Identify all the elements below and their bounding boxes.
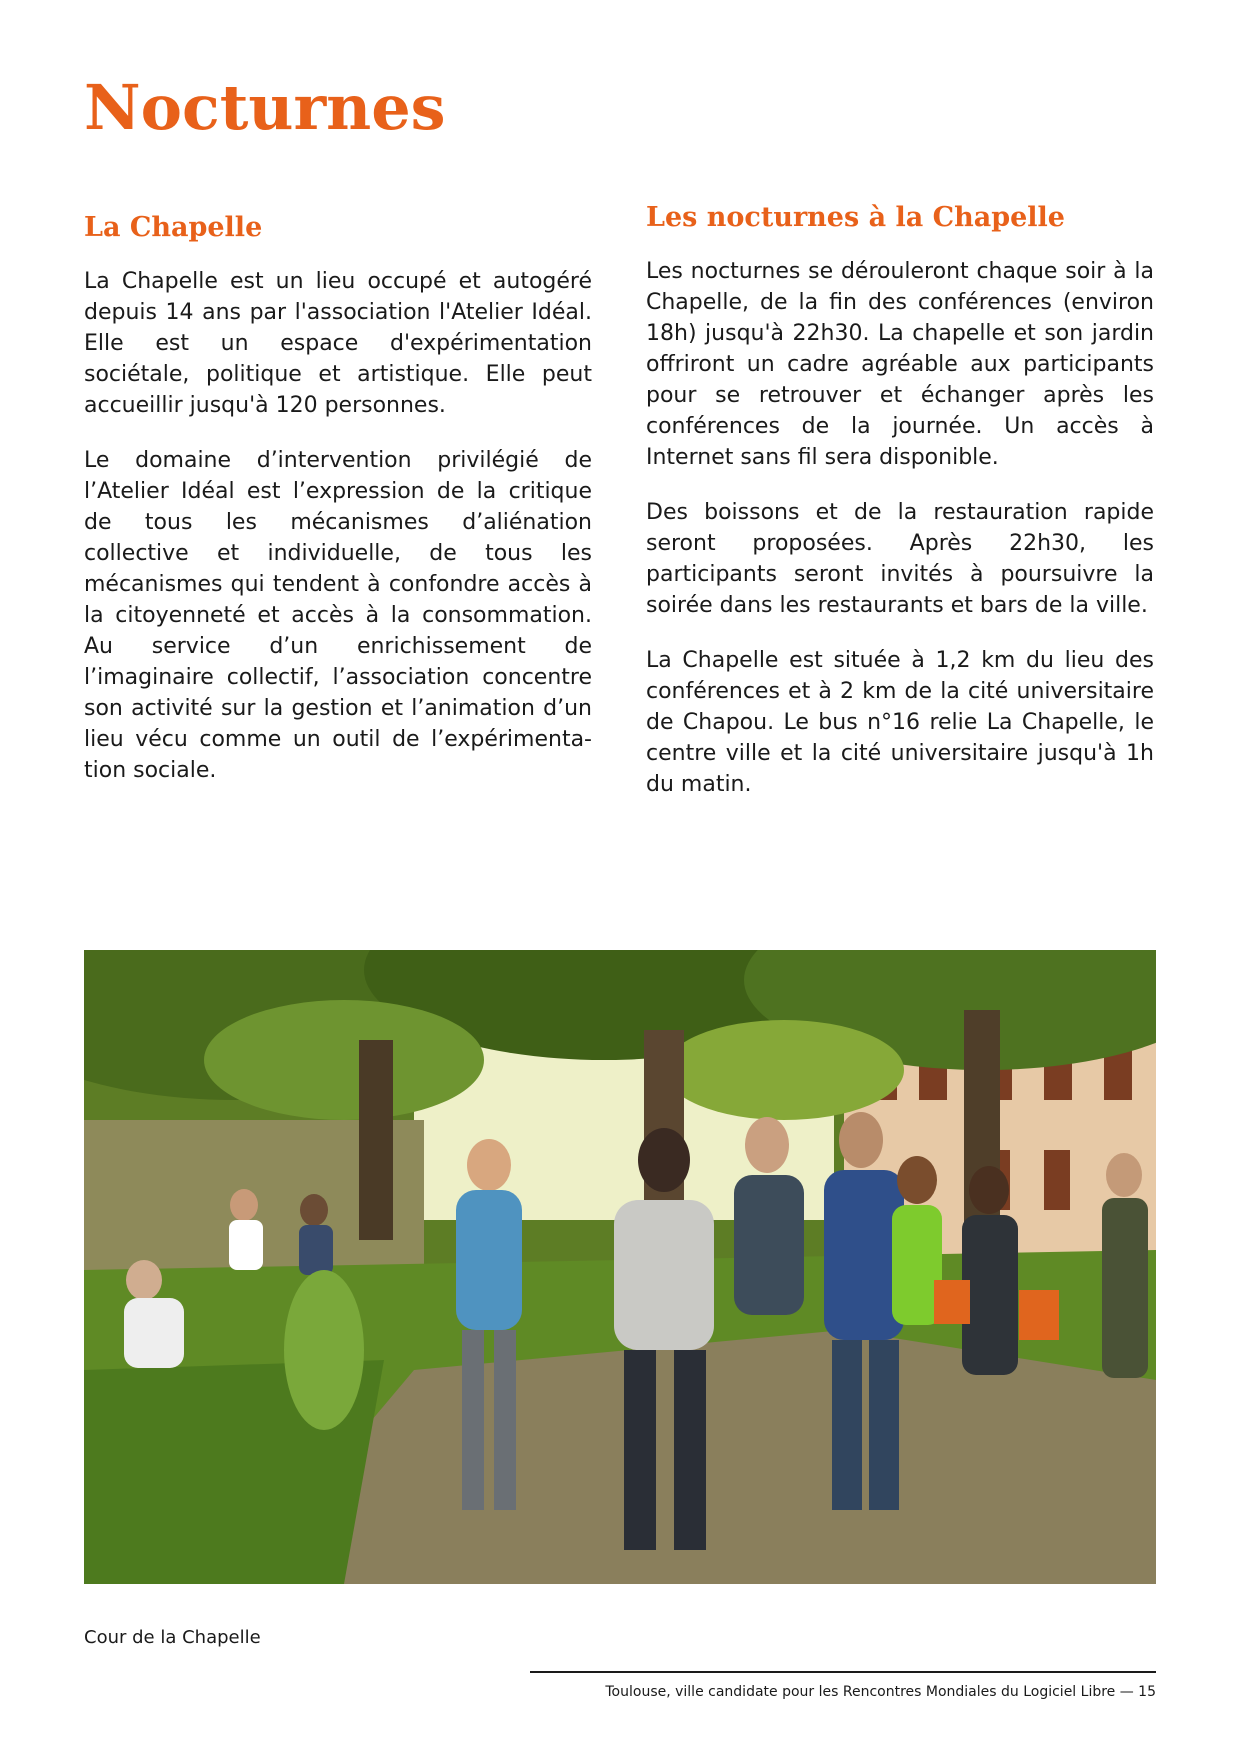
paragraph: La Chapelle est située à 1,2 km du lieu des conférences et à 2 km de la cité universitaire de Chapou. Le bus n°16 relie La Chapelle, le centre ville et la cité universitaire jusqu'à 1h du matin.: [646, 648, 1154, 797]
footer-divider: [530, 1671, 1156, 1673]
right-column: [646, 198, 1154, 824]
courtyard-illustration: [84, 950, 1156, 1584]
paragraph: La Chapelle est un lieu occupé et autogéré depuis 14 ans par l'association l'Atelier Idéal. Elle est un espace d'expérimentation sociétale, politique et artistique. Elle peut accueillir jusqu'à 120 personnes.: [84, 269, 592, 418]
paragraph: Le domaine d’intervention privilégié de l’Atelier Idéal est l’expression de la critique de tous les mécanismes d’aliénation collective et individuelle, de tous les mécanismes qui tendent à confondre accès à la citoyenneté et accès à la consommation. Au service d’un enrichissement de l’imaginaire collectif, l’association concentre son activité sur la gestion et l’animation d’un lieu vécu comme un outil de l’expérimentation sociale.: [84, 448, 592, 783]
left-column: [84, 208, 592, 810]
courtyard-photo: [84, 950, 1156, 1584]
paragraph: Des boissons et de la restauration rapide seront proposées. Après 22h30, les participants seront invités à poursuivre la soirée dans les restaurants et bars de la ville.: [646, 500, 1154, 618]
section-heading-la-chapelle: La Chapelle: [84, 212, 263, 243]
section-heading-nocturnes: Les nocturnes à la Chapelle: [646, 202, 1065, 233]
page-footer: Toulouse, ville candidate pour les Rencontres Mondiales du Logiciel Libre — 15: [605, 1684, 1156, 1700]
page-title: Nocturnes: [84, 71, 446, 144]
photo-caption: Cour de la Chapelle: [84, 1627, 261, 1648]
paragraph: Les nocturnes se dérouleront chaque soir à la Chapelle, de la fin des conférences (environ 18h) jusqu'à 22h30. La chapelle et son jardin offriront un cadre agréable aux participants pour se retrouver et échanger après les conférences de la journée. Un accès à Internet sans fil sera disponible.: [646, 259, 1154, 470]
